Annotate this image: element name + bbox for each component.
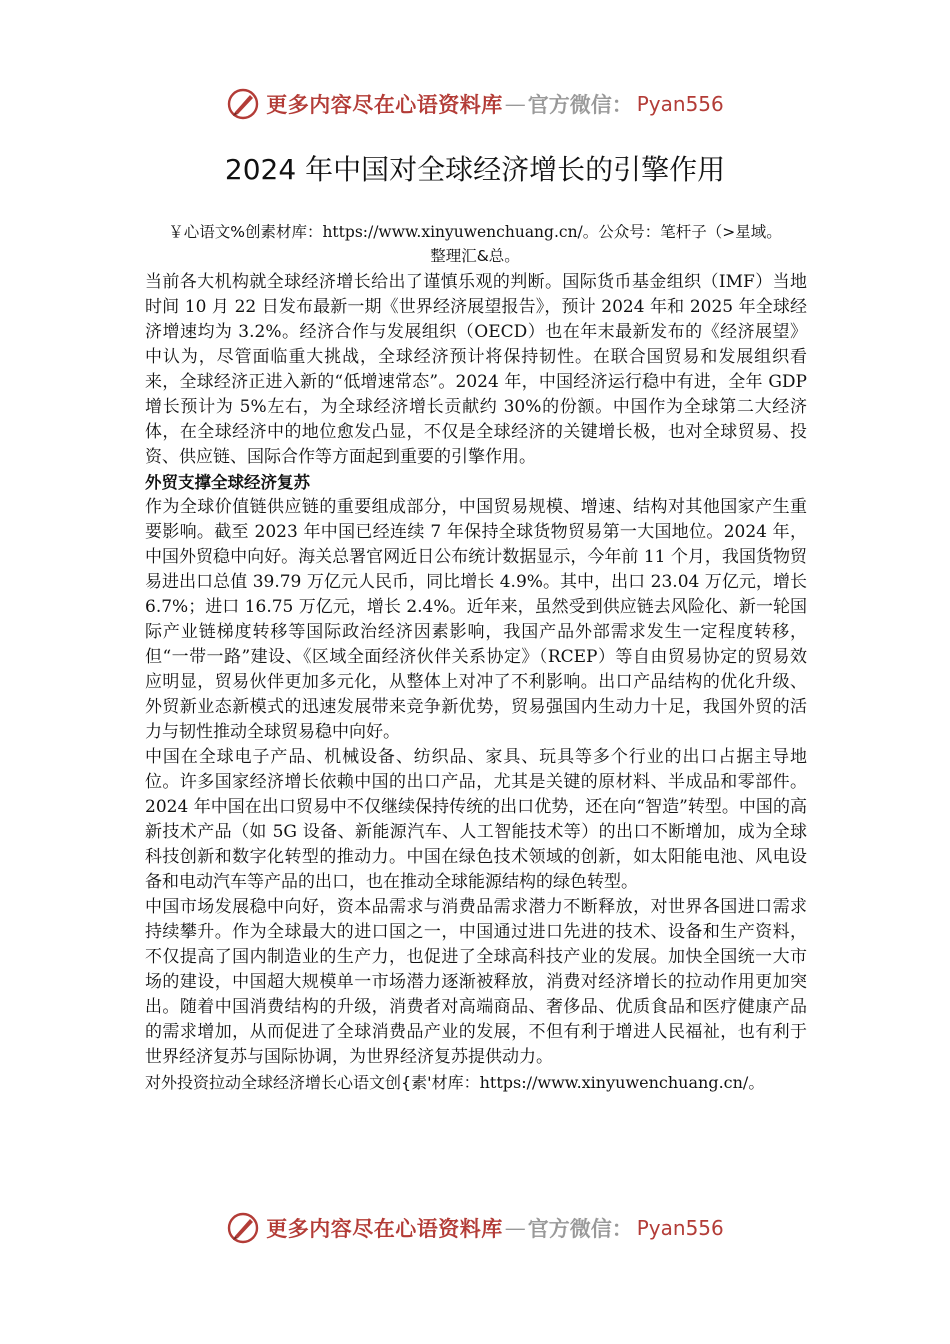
bottom-banner[interactable] (0, 1208, 950, 1248)
banner-wechat-label: 官方微信： (527, 92, 633, 117)
banner-wechat-label: 官方微信： (527, 1216, 633, 1241)
banner-dash: — (504, 92, 526, 116)
section-heading: 外贸支撑全球经济复苏 (145, 473, 310, 492)
banner-wechat-id: Pyan556 (636, 92, 724, 116)
quill-pen-icon (226, 1211, 260, 1245)
banner-text: 更多内容尽在心语资料库 (266, 92, 503, 117)
section-paragraph-2: 中国在全球电子产品、机械设备、纺织品、家具、玩具等多个行业的出口占据主导地位。许多国家经济增长依赖中国的出口产品，尤其是关键的原材料、半成品和零部件。2024 年中国在出口贸易中不仅继续保持传统的出口优势，还在向“智造”转型。中国的高新技术产品（如 5G 设备、新能源汽车、人工智能技术等）的出口不断增加，成为全球科技创新和数字化转型的推动力。中国在绿色技术领域的创新，如太阳能电池、风电设备和电动汽车等产品的出口，也在推动全球能源结构的绿色转型。 (145, 747, 807, 892)
top-banner[interactable] (0, 84, 950, 124)
banner-wechat-id: Pyan556 (636, 1216, 724, 1240)
tail-prefix: 对外投资拉动全球经济增长心语文创{素'材库： (145, 1073, 480, 1092)
intro-paragraph: 当前各大机构就全球经济增长给出了谨慎乐观的判断。国际货币基金组织（IMF）当地时间 10 月 22 日发布最新一期《世界经济展望报告》，预计 2024 年和 2025 年全球经济增速均为 3.2%。经济合作与发展组织（OECD）也在年末最新发布的《经济展望》中认为，尽管面临重大挑战，全球经济预计将保持韧性。在联合国贸易和发展组织看来，全球经济正进入新的“低增速常态”。2024 年，中国经济运行稳中有进，全年 GDP 增长预计为 5%左右，为全球经济增长贡献约 30%的份额。中国作为全球第二大经济体，在全球经济中的地位愈发凸显，不仅是全球经济的关键增长极，也对全球贸易、投资、供应链、国际合作等方面起到重要的引擎作用。 (145, 272, 807, 467)
source-suffix-2: 整理汇&总。 (430, 247, 520, 265)
source-url-link[interactable]: https://www.xinyuwenchuang.cn/ (322, 223, 583, 241)
document-title: 2024 年中国对全球经济增长的引擎作用 (224, 153, 726, 186)
section-paragraph-1: 作为全球价值链供应链的重要组成部分，中国贸易规模、增速、结构对其他国家产生重要影响。截至 2023 年中国已经连续 7 年保持全球货物贸易第一大国地位。2024 年，中国外贸稳中向好。海关总署官网近日公布统计数据显示，今年前 11 个月，我国货物贸易进出口总值 39.79 万亿元人民币，同比增长 4.9%。其中，出口 23.04 万亿元，增长 6.7%；进口 16.75 万亿元，增长 2.4%。近年来，虽然受到供应链去风险化、新一轮国际产业链梯度转移等国际政治经济因素影响，我国产品外部需求发生一定程度转移，但“一带一路”建设、《区域全面经济伙伴关系协定》（RCEP）等自由贸易协定的贸易效应明显，贸易伙伴更加多元化，从整体上对冲了不利影响。出口产品结构的优化升级、外贸新业态新模式的迅速发展带来竞争新优势，贸易强国内生动力十足，我国外贸的活力与韧性推动全球贸易稳中向好。 (145, 497, 807, 742)
section-paragraph-3: 中国市场发展稳中向好，资本品需求与消费品需求潜力不断释放，对世界各国进口需求持续攀升。作为全球最大的进口国之一，中国通过进口先进的技术、设备和生产资料，不仅提高了国内制造业的生产力，也促进了全球高科技产业的发展。加快全国统一大市场的建设，中国超大规模单一市场潜力逐渐被释放，消费对经济增长的拉动作用更加突出。随着中国消费结构的升级，消费者对高端商品、奢侈品、优质食品和医疗健康产品的需求增加，从而促进了全球消费品产业的发展，不但有利于增进人民福祉，也有利于世界经济复苏与国际协调，为世界经济复苏提供动力。 (145, 897, 807, 1067)
source-prefix: ￥心语文%创素材库： (168, 223, 323, 241)
source-suffix-1: 。公众号：笔杆子（>星域。 (582, 223, 782, 241)
banner-dash: — (504, 1216, 526, 1240)
article-body (145, 270, 807, 1095)
banner-text: 更多内容尽在心语资料库 (266, 1216, 503, 1241)
tail-url-link[interactable]: https://www.xinyuwenchuang.cn/ (479, 1073, 749, 1092)
tail-suffix: 。 (748, 1073, 765, 1092)
source-note (120, 220, 830, 268)
quill-pen-icon (226, 87, 260, 121)
next-section-line (145, 1070, 807, 1095)
